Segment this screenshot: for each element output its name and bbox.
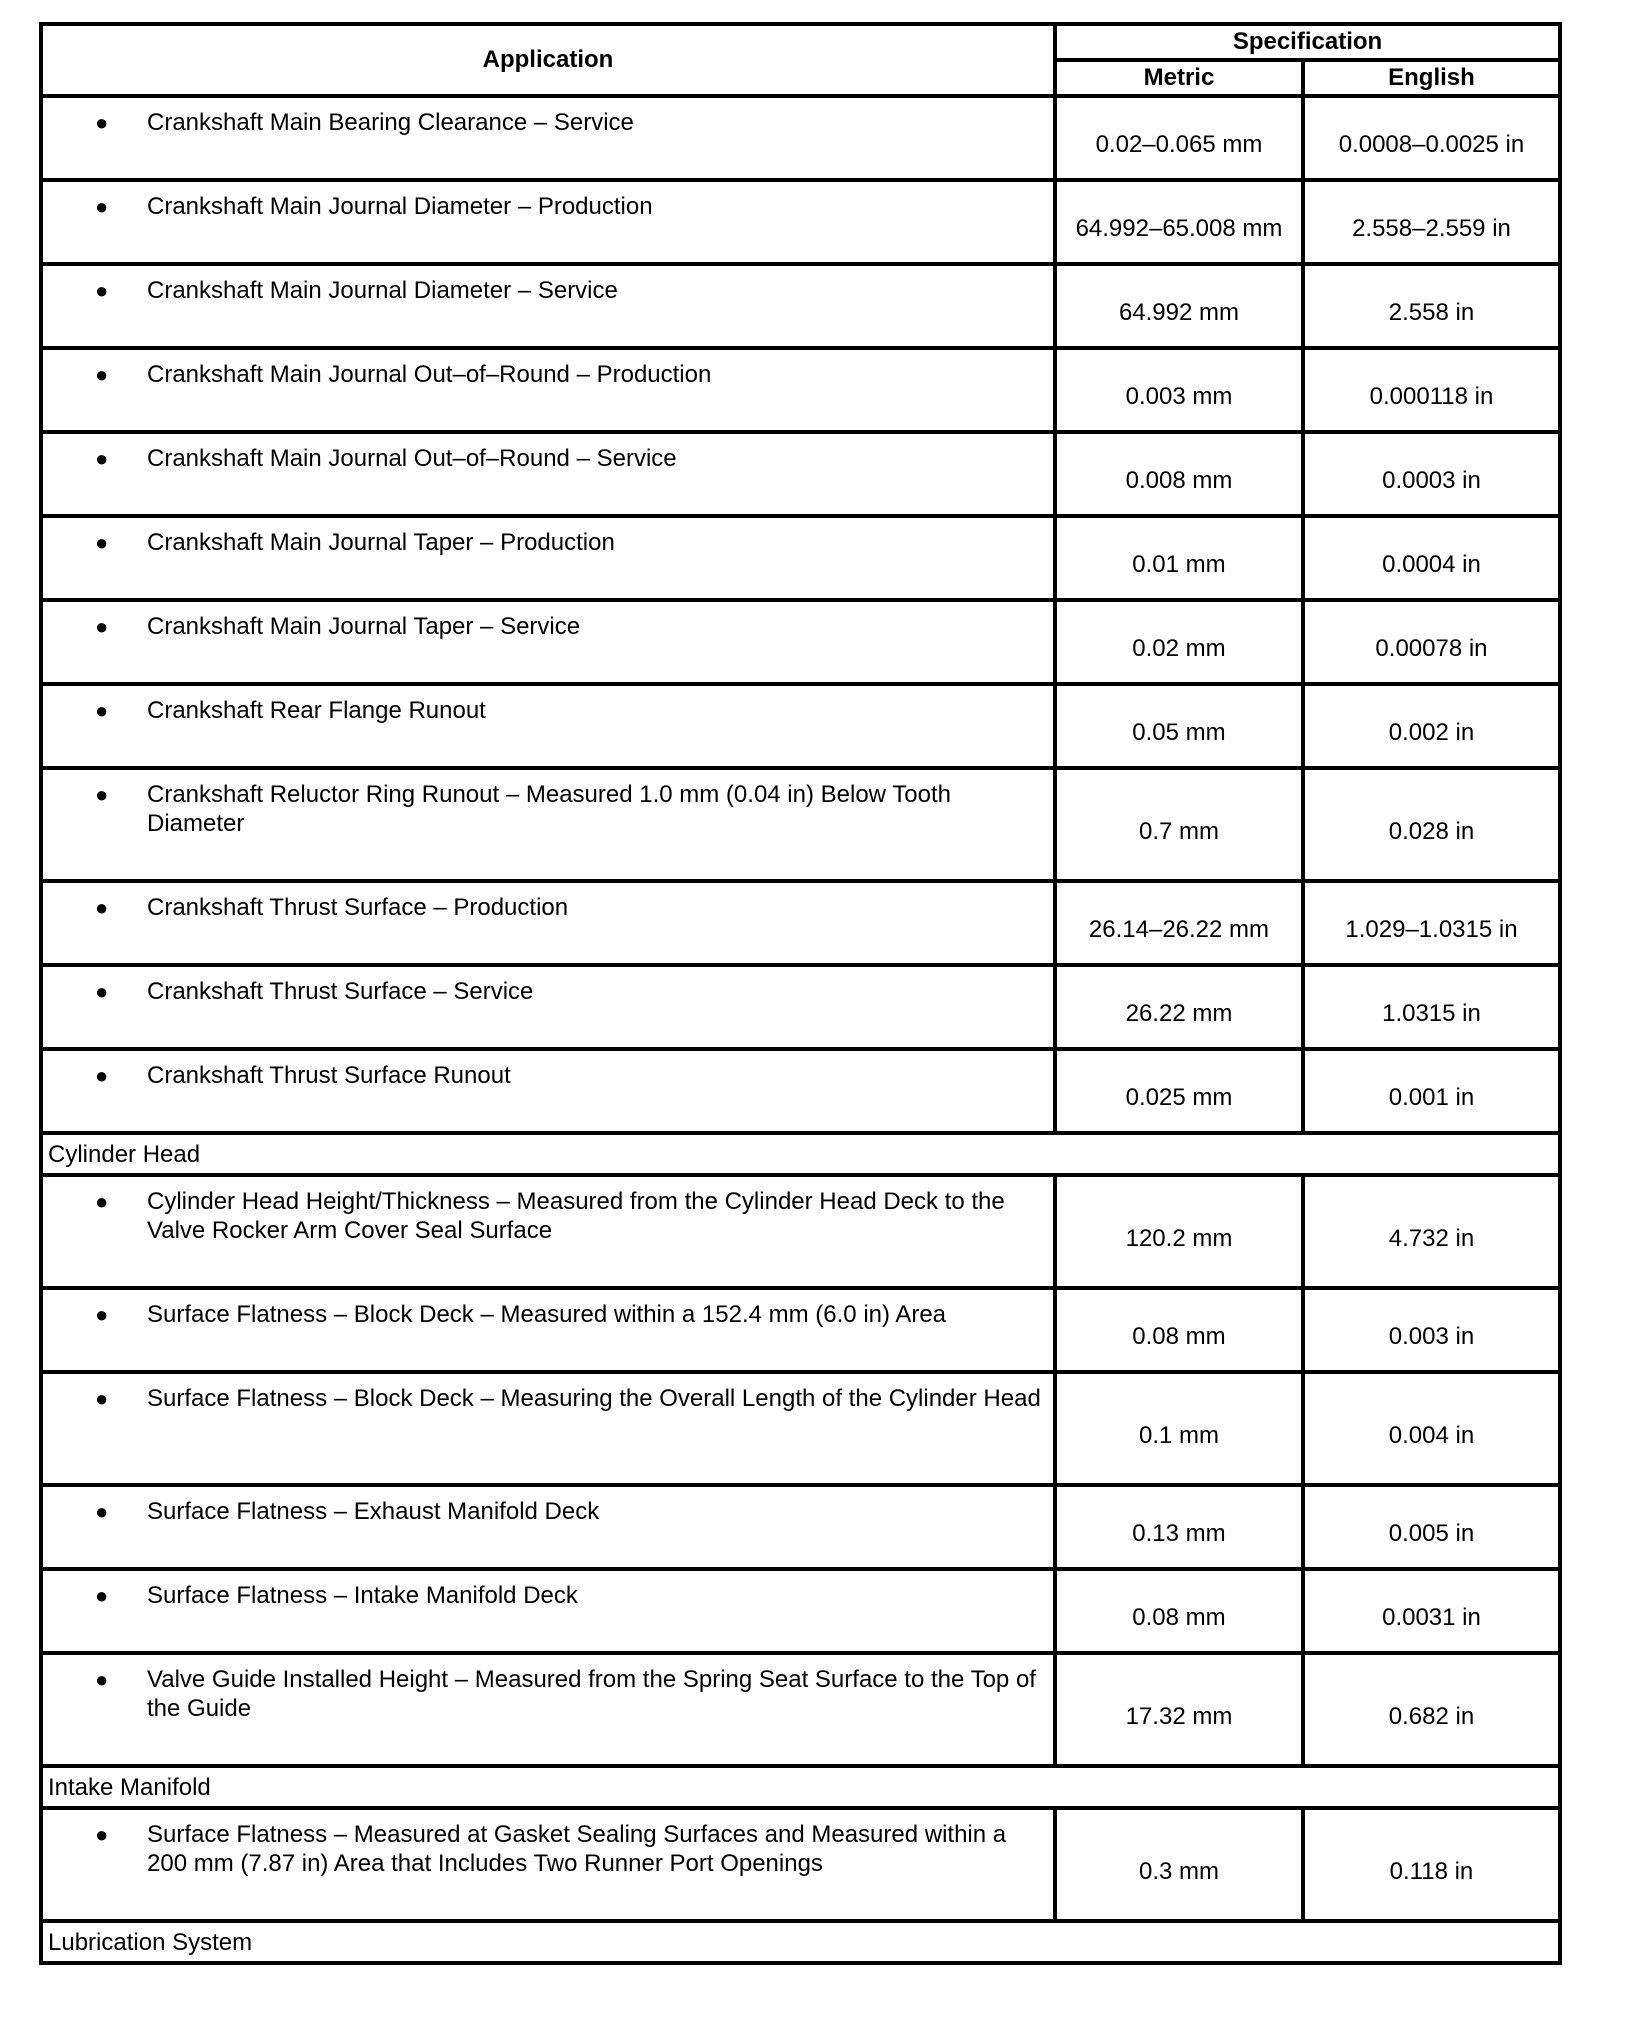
english-header: English [1303, 60, 1560, 96]
bullet-icon: ● [95, 614, 109, 639]
english-cell: 0.004 in [1303, 1372, 1560, 1485]
metric-cell: 0.05 mm [1055, 684, 1303, 768]
metric-cell: 0.02 mm [1055, 600, 1303, 684]
bullet-icon: ● [95, 194, 109, 219]
table-row [41, 96, 1560, 180]
section-title-lubrication-system: Lubrication System [41, 1921, 1560, 1963]
table-row [41, 1288, 1560, 1372]
application-cell: ● Crankshaft Reluctor Ring Runout – Measured 1.0 mm (0.04 in) Below Tooth Diameter [41, 768, 1055, 881]
metric-cell: 0.1 mm [1055, 1372, 1303, 1485]
bullet-icon: ● [95, 446, 109, 471]
metric-cell: 26.14–26.22 mm [1055, 881, 1303, 965]
bullet-icon: ● [95, 1583, 109, 1608]
metric-cell: 0.008 mm [1055, 432, 1303, 516]
application-cell: ● Crankshaft Thrust Surface – Service [41, 965, 1055, 1049]
table-row [41, 348, 1560, 432]
bullet-icon: ● [95, 362, 109, 387]
bullet-icon: ● [95, 1822, 109, 1847]
application-cell: ● Crankshaft Main Journal Diameter – Service [41, 264, 1055, 348]
metric-cell: 0.08 mm [1055, 1288, 1303, 1372]
table-row [41, 684, 1560, 768]
section-title-cylinder-head: Cylinder Head [41, 1133, 1560, 1175]
metric-header: Metric [1055, 60, 1303, 96]
application-cell: ● Valve Guide Installed Height – Measured from the Spring Seat Surface to the Top of the Guide [41, 1653, 1055, 1766]
english-cell: 1.029–1.0315 in [1303, 881, 1560, 965]
table-row [41, 1049, 1560, 1133]
english-cell: 0.002 in [1303, 684, 1560, 768]
english-cell: 0.0003 in [1303, 432, 1560, 516]
specification-header: Specification [1055, 24, 1560, 60]
english-cell: 0.00078 in [1303, 600, 1560, 684]
english-cell: 0.005 in [1303, 1485, 1560, 1569]
metric-cell: 26.22 mm [1055, 965, 1303, 1049]
application-cell: ● Crankshaft Main Bearing Clearance – Service [41, 96, 1055, 180]
application-header: Application [41, 24, 1055, 96]
table-row [41, 600, 1560, 684]
application-cell: ● Crankshaft Main Journal Out–of–Round – Production [41, 348, 1055, 432]
english-cell: 0.001 in [1303, 1049, 1560, 1133]
section-row [41, 1766, 1560, 1808]
bullet-icon: ● [95, 1189, 109, 1214]
application-cell: ● Crankshaft Thrust Surface Runout [41, 1049, 1055, 1133]
english-cell: 0.028 in [1303, 768, 1560, 881]
english-cell: 0.0008–0.0025 in [1303, 96, 1560, 180]
metric-cell: 0.02–0.065 mm [1055, 96, 1303, 180]
bullet-icon: ● [95, 278, 109, 303]
table-row [41, 1653, 1560, 1766]
metric-cell: 0.3 mm [1055, 1808, 1303, 1921]
english-cell: 0.682 in [1303, 1653, 1560, 1766]
table-row [41, 1372, 1560, 1485]
english-cell: 0.000118 in [1303, 348, 1560, 432]
section-row [41, 1133, 1560, 1175]
application-cell: ● Crankshaft Thrust Surface – Production [41, 881, 1055, 965]
table-row [41, 881, 1560, 965]
metric-cell: 0.01 mm [1055, 516, 1303, 600]
metric-cell: 0.025 mm [1055, 1049, 1303, 1133]
application-cell: ● Surface Flatness – Intake Manifold Deck [41, 1569, 1055, 1653]
metric-cell: 17.32 mm [1055, 1653, 1303, 1766]
english-cell: 0.003 in [1303, 1288, 1560, 1372]
table-row [41, 1175, 1560, 1288]
application-cell: ● Crankshaft Main Journal Out–of–Round – Service [41, 432, 1055, 516]
table-row [41, 768, 1560, 881]
table-row [41, 1485, 1560, 1569]
metric-cell: 0.08 mm [1055, 1569, 1303, 1653]
metric-cell: 0.13 mm [1055, 1485, 1303, 1569]
bullet-icon: ● [95, 1667, 109, 1692]
english-cell: 0.118 in [1303, 1808, 1560, 1921]
application-cell: ● Cylinder Head Height/Thickness – Measured from the Cylinder Head Deck to the Valve Rocker Arm Cover Seal Surface [41, 1175, 1055, 1288]
english-cell: 1.0315 in [1303, 965, 1560, 1049]
application-cell: ● Crankshaft Rear Flange Runout [41, 684, 1055, 768]
table-row [41, 432, 1560, 516]
table-row [41, 1569, 1560, 1653]
english-cell: 4.732 in [1303, 1175, 1560, 1288]
specification-table [39, 22, 1562, 1965]
bullet-icon: ● [95, 782, 109, 807]
application-cell: ● Crankshaft Main Journal Diameter – Production [41, 180, 1055, 264]
table-row [41, 965, 1560, 1049]
bullet-icon: ● [95, 1386, 109, 1411]
metric-cell: 64.992 mm [1055, 264, 1303, 348]
application-cell: ● Surface Flatness – Exhaust Manifold Deck [41, 1485, 1055, 1569]
bullet-icon: ● [95, 979, 109, 1004]
bullet-icon: ● [95, 1302, 109, 1327]
english-cell: 2.558 in [1303, 264, 1560, 348]
section-row [41, 1921, 1560, 1963]
application-cell: ● Surface Flatness – Block Deck – Measured within a 152.4 mm (6.0 in) Area [41, 1288, 1055, 1372]
english-cell: 0.0004 in [1303, 516, 1560, 600]
application-cell: ● Crankshaft Main Journal Taper – Service [41, 600, 1055, 684]
bullet-icon: ● [95, 110, 109, 135]
table-row [41, 180, 1560, 264]
application-cell: ● Surface Flatness – Measured at Gasket Sealing Surfaces and Measured within a 200 mm (7.87 in) Area that Includes Two Runner Port Openings [41, 1808, 1055, 1921]
section-title-intake-manifold: Intake Manifold [41, 1766, 1560, 1808]
metric-cell: 0.7 mm [1055, 768, 1303, 881]
table-row [41, 264, 1560, 348]
bullet-icon: ● [95, 1063, 109, 1088]
table-body [41, 96, 1560, 1963]
metric-cell: 64.992–65.008 mm [1055, 180, 1303, 264]
application-cell: ● Surface Flatness – Block Deck – Measuring the Overall Length of the Cylinder Head [41, 1372, 1055, 1485]
table-row [41, 516, 1560, 600]
english-cell: 2.558–2.559 in [1303, 180, 1560, 264]
bullet-icon: ● [95, 895, 109, 920]
bullet-icon: ● [95, 1499, 109, 1524]
english-cell: 0.0031 in [1303, 1569, 1560, 1653]
application-cell: ● Crankshaft Main Journal Taper – Production [41, 516, 1055, 600]
metric-cell: 120.2 mm [1055, 1175, 1303, 1288]
bullet-icon: ● [95, 698, 109, 723]
metric-cell: 0.003 mm [1055, 348, 1303, 432]
bullet-icon: ● [95, 530, 109, 555]
table-row [41, 1808, 1560, 1921]
